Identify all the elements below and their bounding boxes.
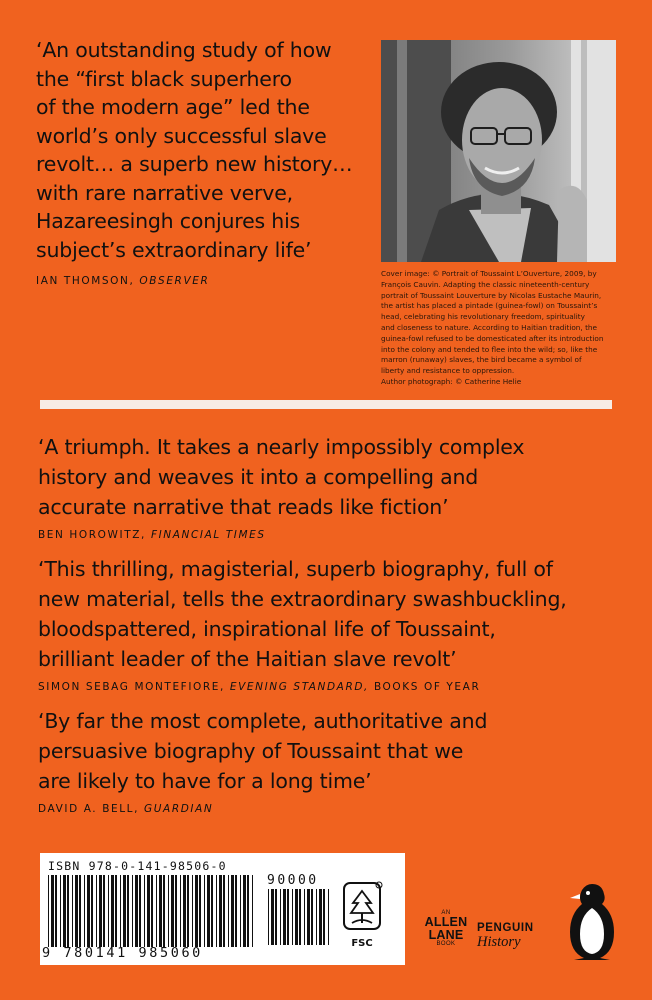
barcode-bar xyxy=(75,875,78,947)
history-label: History xyxy=(477,934,521,950)
barcode-bar xyxy=(240,875,241,947)
barcode-bar xyxy=(319,889,322,945)
barcode-bar xyxy=(147,875,150,947)
quote-line: new material, tells the extraordinary swashbuckling, xyxy=(38,587,567,611)
allen-lane-allen: ALLEN xyxy=(424,915,468,929)
barcode-bar xyxy=(219,875,222,947)
allen-lane-logo xyxy=(421,910,471,947)
barcode-bar xyxy=(115,875,117,947)
barcode-bar xyxy=(171,875,174,947)
barcode-bar xyxy=(55,875,57,947)
quote-observer xyxy=(36,36,366,288)
barcode-bar xyxy=(299,889,301,945)
quote-line: ‘A triumph. It takes a nearly impossibly complex xyxy=(38,435,525,459)
caption-line: head, celebrating his revolutionary freedom, spirituality xyxy=(381,312,585,322)
attribution-publication: OBSERVER xyxy=(139,275,210,287)
isbn-text: ISBN 978-0-141-98506-0 xyxy=(48,859,227,873)
barcode-bar xyxy=(252,875,253,947)
barcode-bar xyxy=(60,875,61,947)
quote-line: persuasive biography of Toussaint that we xyxy=(38,739,464,763)
barcode-bar xyxy=(127,875,129,947)
barcode-bars xyxy=(46,875,256,947)
barcode-bar xyxy=(204,875,205,947)
fsc-logo xyxy=(340,879,384,949)
barcode-panel xyxy=(40,853,405,965)
quotes-section xyxy=(38,432,618,828)
barcode-bar xyxy=(163,875,165,947)
barcode-bar xyxy=(96,875,97,947)
quote-evening-standard xyxy=(38,554,618,694)
barcode-bar xyxy=(151,875,153,947)
divider-bar xyxy=(40,400,612,409)
quote-attribution xyxy=(36,274,366,288)
barcode-bar xyxy=(183,875,186,947)
barcode-bar xyxy=(323,889,325,945)
caption-line: Author photograph: © Catherine Helie xyxy=(381,376,522,386)
quote-line: bloodspattered, inspirational life of Toussaint, xyxy=(38,617,496,641)
barcode-bar xyxy=(195,875,198,947)
barcode-bar xyxy=(231,875,234,947)
attribution-author: IAN THOMSON, xyxy=(36,275,135,287)
barcode-bar xyxy=(51,875,54,947)
attribution-author: SIMON SEBAG MONTEFIORE, xyxy=(38,681,225,693)
allen-lane-an: AN xyxy=(441,910,451,916)
barcode-bar xyxy=(123,875,126,947)
quote-line: the “first black superhero xyxy=(36,66,292,91)
quote-line: revolt… a superb new history… xyxy=(36,152,353,176)
barcode-bar xyxy=(287,889,289,945)
barcode-bar xyxy=(135,875,138,947)
barcode-bar xyxy=(268,889,269,945)
quote-attribution xyxy=(38,528,618,542)
author-photo-image xyxy=(381,40,616,262)
barcode-bar xyxy=(91,875,93,947)
penguin-logo-icon xyxy=(562,880,622,964)
quote-line: Hazareesingh conjures his xyxy=(36,209,301,233)
barcode-bar xyxy=(280,889,281,945)
barcode-bar xyxy=(108,875,109,947)
barcode-bar xyxy=(144,875,145,947)
quote-line: subject’s extraordinary life’ xyxy=(36,237,312,262)
quote-line: brilliant leader of the Haitian slave revolt’ xyxy=(38,647,457,671)
quote-attribution xyxy=(38,802,618,816)
quote-observer-text xyxy=(36,36,366,264)
barcode-bar xyxy=(223,875,225,947)
barcode-bar xyxy=(72,875,73,947)
barcode-bar xyxy=(63,875,66,947)
quote-line: world’s only successful slave xyxy=(36,123,327,148)
barcode-bar xyxy=(159,875,162,947)
barcode-bar xyxy=(111,875,114,947)
caption-line: Cover image: © Portrait of Toussaint L’Ouverture, 2009, by xyxy=(381,269,597,278)
barcode-bar xyxy=(247,875,249,947)
barcode-bar xyxy=(216,875,217,947)
attribution-suffix: BOOKS OF YEAR xyxy=(373,681,481,693)
cover-image-caption xyxy=(381,269,616,388)
barcode-bar xyxy=(168,875,169,947)
quote-financial-times xyxy=(38,432,618,542)
quote-line: ‘An outstanding study of how xyxy=(36,38,332,62)
quote-line: ‘By far the most complete, authoritative and xyxy=(38,709,488,733)
barcode-addon-digits: 90000 xyxy=(267,873,319,888)
barcode-bar xyxy=(311,889,313,945)
quote-attribution xyxy=(38,680,618,694)
barcode-bar xyxy=(328,889,329,945)
caption-line: portrait of Toussaint Louverture by Nicolas Eustache Maurin, xyxy=(381,290,602,300)
quote-line: history and weaves it into a compelling and xyxy=(38,465,479,489)
barcode-bar xyxy=(283,889,286,945)
barcode-bar xyxy=(243,875,246,947)
barcode-bar xyxy=(192,875,193,947)
barcode-bar xyxy=(79,875,81,947)
barcode-bar xyxy=(180,875,181,947)
caption-line: guinea-fowl refused to be domesticated after its introduction xyxy=(381,333,604,343)
quote-line: with rare narrative verve, xyxy=(36,180,293,205)
attribution-author: BEN HOROWITZ, xyxy=(38,529,146,541)
barcode-bar xyxy=(103,875,105,947)
barcode-bar xyxy=(132,875,133,947)
quote-line: are likely to have for a long time’ xyxy=(38,769,372,793)
penguin-label: PENGUIN xyxy=(477,922,534,934)
barcode-bar xyxy=(295,889,298,945)
attribution-publication: GUARDIAN xyxy=(144,803,214,815)
attribution-publication: EVENING STANDARD, xyxy=(229,681,369,693)
caption-line: marron (runaway) slaves, the bird became a symbol of xyxy=(381,355,582,365)
barcode-bar xyxy=(175,875,177,947)
quote-line: ‘This thrilling, magisterial, superb biography, full of xyxy=(38,557,553,581)
barcode-bar xyxy=(139,875,141,947)
caption-line: François Cauvin. Adapting the classic nineteenth-century xyxy=(381,279,590,289)
penguin-history-imprint xyxy=(477,922,534,951)
attribution-publication: FINANCIAL TIMES xyxy=(150,529,266,541)
caption-line: into the colony and tended to flee into the wild; so, like the xyxy=(381,344,598,354)
barcode-bar xyxy=(120,875,121,947)
barcode-bar xyxy=(211,875,213,947)
barcode-bar xyxy=(99,875,102,947)
barcode-bar xyxy=(199,875,201,947)
allen-lane-lane: LANE xyxy=(428,927,464,942)
barcode-bar xyxy=(187,875,189,947)
barcode-bar xyxy=(156,875,157,947)
barcode-addon-bars xyxy=(266,889,334,953)
barcode-digits: 9 780141 985060 xyxy=(42,945,203,961)
barcode-bar xyxy=(304,889,305,945)
quote-line: of the modern age” led the xyxy=(36,95,310,119)
barcode-bar xyxy=(292,889,293,945)
barcode-bar xyxy=(316,889,317,945)
barcode-bar xyxy=(84,875,85,947)
barcode-bar xyxy=(48,875,49,947)
barcode-bar xyxy=(235,875,237,947)
barcode-bar xyxy=(207,875,210,947)
fsc-label: FSC xyxy=(351,938,373,949)
barcode-bar xyxy=(275,889,277,945)
barcode-bar xyxy=(67,875,69,947)
barcode-bar xyxy=(228,875,229,947)
caption-line: and closeness to nature. According to Haitian tradition, the xyxy=(381,322,598,332)
author-photo xyxy=(381,40,616,262)
allen-lane-book: BOOK xyxy=(436,941,456,947)
caption-line: the artist has placed a pintade (guinea-fowl) on Toussaint’s xyxy=(381,301,598,311)
quote-guardian xyxy=(38,706,618,816)
fsc-tree-icon xyxy=(340,879,384,935)
caption-line: liberty and resistance to oppression. xyxy=(381,366,515,376)
barcode-bar xyxy=(87,875,90,947)
quote-line: accurate narrative that reads like fiction’ xyxy=(38,495,449,519)
barcode-bar xyxy=(271,889,274,945)
barcode-bar xyxy=(307,889,310,945)
attribution-author: DAVID A. BELL, xyxy=(38,803,140,815)
